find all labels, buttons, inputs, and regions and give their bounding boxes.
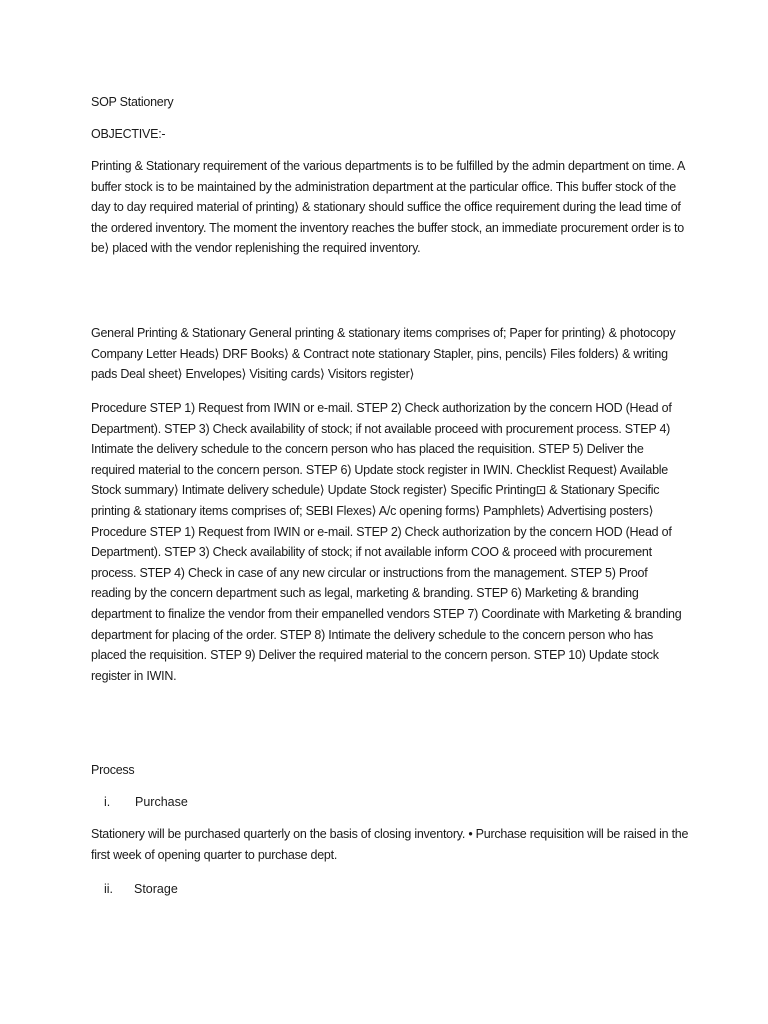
objective-heading: OBJECTIVE:- xyxy=(91,127,166,141)
list-item-label-storage: Storage xyxy=(134,882,178,896)
list-item-label-purchase: Purchase xyxy=(135,795,188,809)
document-title: SOP Stationery xyxy=(91,95,174,109)
process-heading: Process xyxy=(91,763,135,777)
general-printing-paragraph: General Printing & Stationary General printing & stationary items comprises of; Paper for printing⟩ & photocopy Company Letter Heads⟩ DRF Books⟩ & Contract note stationary Stapler, pins, pencils⟩ Files folders⟩ & writing pads Deal sheet⟩ Envelopes⟩ Visiting cards⟩ Visitors register⟩ xyxy=(91,326,676,382)
list-item-number: i. xyxy=(104,795,111,809)
list-item-number: ii. xyxy=(104,882,114,896)
purchase-paragraph: Stationery will be purchased quarterly on the basis of closing inventory. • Purchase requisition will be raised in the first week of opening quarter to purchase dept. xyxy=(91,827,689,862)
objective-paragraph: Printing & Stationary requirement of the various departments is to be fulfilled by the admin department on time. A buffer stock is to be maintained by the administration department at the particular office. This buffer stock of the day to day required material of printing⟩ & stationary should suffice the office requirement during the lead time of the ordered inventory. The moment the inventory reaches the buffer stock, an immediate procurement order is to be⟩ placed with the vendor replenishing the required inventory. xyxy=(91,159,685,256)
procedure-paragraph: Procedure STEP 1) Request from IWIN or e-mail. STEP 2) Check authorization by the concern HOD (Head of Department). STEP 3) Check availability of stock; if not available proceed with procurement process. STEP 4) Intimate the delivery schedule to the concern person who has placed the requisition. STEP 5) Deliver the required material to the concern person. STEP 6) Update stock register in IWIN. Checklist Request⟩ Available Stock summary⟩ Intimate delivery schedule⟩ Update Stock register⟩ Specific Printing⊡ & Stationary Specific printing & stationary items comprises of; SEBI Flexes⟩ A/c opening forms⟩ Pamphlets⟩ Advertising posters⟩ Procedure STEP 1) Request from IWIN or e-mail. STEP 2) Check authorization by the concern HOD (Head of Department). STEP 3) Check availability of stock; if not available inform COO & proceed with procurement process. STEP 4) Check in case of any new circular or instructions from the management. STEP 5) Proof reading by the concern department such as legal, marketing & branding. STEP 6) Marketing & branding department to finalize the vendor from their empanelled vendors STEP 7) Coordinate with Marketing & branding department for placing of the order. STEP 8) Intimate the delivery schedule to the concern person who has placed the requisition. STEP 9) Deliver the required material to the concern person. STEP 10) Update stock register in IWIN. xyxy=(91,401,682,683)
